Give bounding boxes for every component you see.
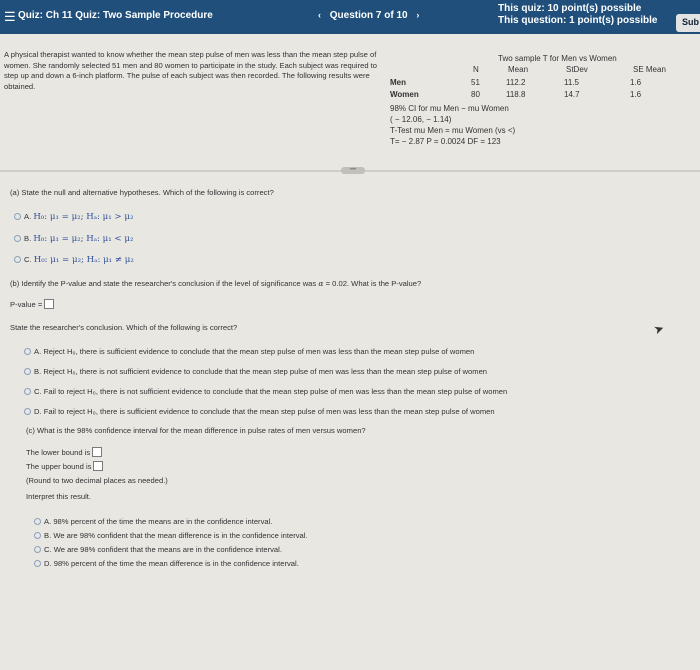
part-a-question: (a) State the null and alternative hypotheses. Which of the following is correct? [10,188,274,197]
part-c-option-a[interactable] [34,517,272,526]
part-b-option-b[interactable] [24,367,487,376]
part-c-question: (c) What is the 98% confidence interval for the mean difference in pulse rates of men versus women? [26,426,366,435]
part-c-option-b[interactable] [34,531,308,540]
part-c-option-c[interactable] [34,545,282,554]
option-letter: C. [44,545,52,554]
option-text: H₀: μ₁ = μ₂; Hₐ: μ₁ ≠ μ₂ [33,255,134,265]
ci-line: 98% CI for mu Men − mu Women [390,104,509,113]
option-text: 98% percent of the time the means are in the confidence interval. [53,517,273,526]
question-navigator [312,10,425,21]
cell-mean: 118.8 [506,90,526,99]
radio-icon[interactable] [24,348,31,355]
table-row [390,90,682,100]
option-letter: B. [34,367,42,376]
next-question-icon[interactable]: › [416,10,420,20]
prev-question-icon[interactable]: ‹ [318,10,321,20]
alpha-symbol: α [318,279,324,288]
quiz-points: This quiz: 10 point(s) possible [498,3,642,14]
option-letter: D. [44,559,52,568]
col-n: N [473,65,479,74]
radio-icon[interactable] [24,388,31,395]
upper-bound-input[interactable] [93,461,103,471]
menu-icon[interactable]: ☰ [4,9,16,24]
cell-n: 51 [471,78,480,87]
table-row [390,78,682,88]
option-text: We are 98% confident that the means are in the confidence interval. [53,545,282,554]
part-a-option-a[interactable] [14,212,133,222]
option-text: H₀: μ₁ = μ₂; Hₐ: μ₁ > μ₂ [33,212,134,222]
quiz-header-bar [0,0,700,34]
submit-quiz-button[interactable]: Sub [676,14,700,32]
radio-icon[interactable] [24,408,31,415]
cell-n: 80 [471,90,480,99]
pvalue-label: P-value = [10,300,43,309]
col-mean: Mean [508,65,529,74]
upper-bound-row [26,461,103,471]
ttest-line: T-Test mu Men = mu Women (vs <) [390,126,516,135]
part-b-question-post: = 0.02. What is the P-value? [325,279,422,288]
radio-icon[interactable] [34,560,41,567]
points-info [498,3,657,27]
col-stdev: StDev [566,65,588,74]
part-b-question-pre: (b) Identify the P-value and state the researcher's conclusion if the level of significance was [10,279,317,288]
question-label[interactable]: Question 7 of 10 [329,10,408,21]
option-text: Fail to reject H₀, there is sufficient evidence to conclude that the mean step pulse of men was less than the mean step pulse of women [43,407,495,416]
option-text: Reject H₀, there is not sufficient evidence to conclude that the mean step pulse of men was less than the mean step pulse of women [43,367,488,376]
radio-icon[interactable] [34,532,41,539]
cell-se: 1.6 [630,90,642,99]
pvalue-input[interactable] [44,299,54,309]
conclusion-question: State the researcher's conclusion. Which of the following is correct? [10,323,238,332]
radio-icon[interactable] [34,546,41,553]
radio-icon[interactable] [14,213,21,220]
ci-values: ( − 12.06, − 1.14) [390,115,452,124]
radio-icon[interactable] [14,235,21,242]
upper-bound-label: The upper bound is [26,462,92,471]
cell-stdev: 11.5 [564,78,579,87]
interpret-prompt: Interpret this result. [26,492,91,501]
question-points: This question: 1 point(s) possible [498,15,658,26]
quiz-title: Quiz: Ch 11 Quiz: Two Sample Procedure [18,10,213,21]
part-b-option-a[interactable] [24,347,474,356]
option-text: 98% percent of the time the mean difference is in the confidence interval. [53,559,299,568]
cell-se: 1.6 [630,78,642,87]
option-text: Reject H₀, there is sufficient evidence to conclude that the mean step pulse of men was less than the mean step pulse of women [43,347,475,356]
ttest-result: T= − 2.87 P = 0.0024 DF = 123 [390,137,501,146]
row-label: Men [390,78,406,87]
radio-icon[interactable] [14,256,21,263]
lower-bound-label: The lower bound is [26,448,91,457]
divider-handle-icon[interactable]: ••• [341,167,365,174]
problem-statement: A physical therapist wanted to know whether the mean step pulse of men was less than the mean step pulse of women. She randomly selected 51 men and 80 women to participate in the study. Each subject was required to step up and down a 6-inch platform. The pulse of each subject was then recorded. The following results were obtained. [4,50,378,91]
cell-mean: 112.2 [506,78,526,87]
option-text: We are 98% confident that the mean difference is in the confidence interval. [53,531,308,540]
radio-icon[interactable] [34,518,41,525]
radio-icon[interactable] [24,368,31,375]
part-b-option-c[interactable] [24,387,507,396]
option-letter: C. [34,387,42,396]
part-b-option-d[interactable] [24,407,495,416]
option-letter: D. [34,407,42,416]
mouse-pointer-icon: ➤ [651,320,667,338]
lower-bound-row [26,447,102,457]
part-a-option-b[interactable] [14,234,133,244]
cell-stdev: 14.7 [564,90,580,99]
option-letter: A. [44,517,52,526]
part-a-option-c[interactable] [14,255,134,265]
minitab-header-row [390,65,682,75]
option-letter: C. [24,255,32,264]
row-label: Women [390,90,419,99]
part-b-question [10,279,421,288]
minitab-title: Two sample T for Men vs Women [498,54,617,63]
option-text: H₀: μ₁ = μ₂; Hₐ: μ₁ < μ₂ [33,234,134,244]
rounding-note: (Round to two decimal places as needed.) [26,476,168,485]
option-letter: A. [34,347,42,356]
lower-bound-input[interactable] [92,447,102,457]
col-se-mean: SE Mean [633,65,666,74]
option-letter: B. [44,531,52,540]
pvalue-row [10,299,54,309]
option-text: Fail to reject H₀, there is not sufficient evidence to conclude that the mean step pulse of men was less than the mean step pulse of women [43,387,508,396]
option-letter: B. [24,234,32,243]
option-letter: A. [24,212,32,221]
part-c-option-d[interactable] [34,559,299,568]
